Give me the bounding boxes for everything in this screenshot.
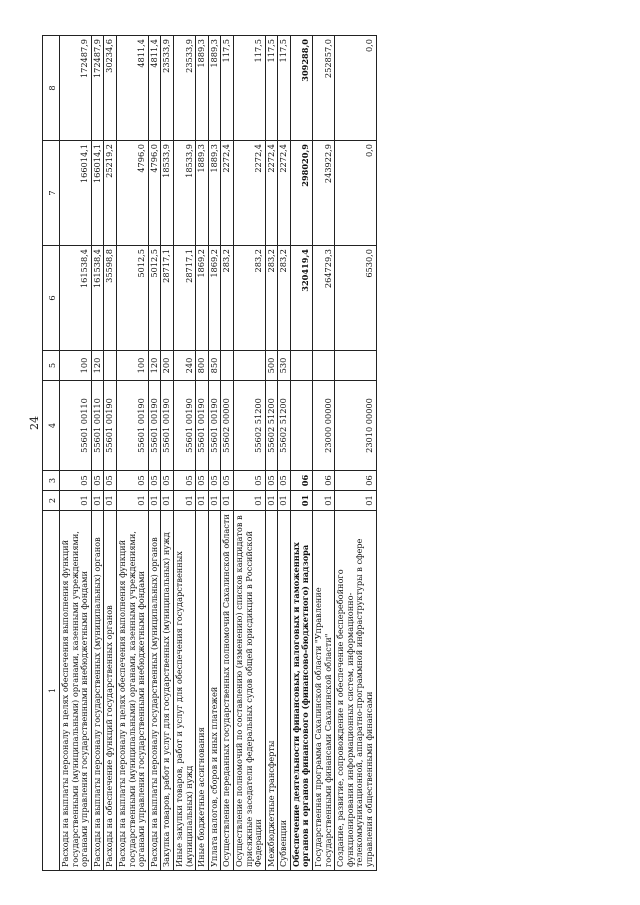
table-row [173,36,195,871]
col-header: 6 [43,246,60,351]
row-value-cell: 55602 51200 [265,381,278,471]
row-value-cell: 2272,4 [221,141,234,246]
row-value-cell: 28717,1 [173,246,195,351]
row-value-cell: 243922,9 [313,141,335,246]
row-name-cell: Осуществление переданных государственных полномочий Сахалинской области [221,511,234,871]
row-value-cell: 05 [233,471,265,491]
row-value-cell: 1889,3 [196,36,209,141]
row-value-cell: 309288,0 [290,36,312,141]
row-value-cell: 01 [91,491,104,511]
row-value-cell: 1869,2 [208,246,221,351]
row-value-cell: 55601 00190 [196,381,209,471]
page-number: 24 [28,416,41,430]
row-value-cell: 283,2 [233,246,265,351]
col-header: 7 [43,141,60,246]
row-value-cell: 55601 00190 [208,381,221,471]
row-name-cell: Расходы на выплаты персоналу в целях обеспечения выполнения функций государственными (муниципальными) органами, казенными учреждениями, органами управления государственными внебюджетными фондами [60,511,92,871]
row-value-cell: 55601 00190 [104,381,117,471]
table-row [196,36,209,871]
row-value-cell: 283,2 [221,246,234,351]
table-row [313,36,335,871]
row-value-cell: 2272,4 [233,141,265,246]
row-value-cell: 05 [104,471,117,491]
row-value-cell: 05 [265,471,278,491]
row-value-cell [221,351,234,381]
row-value-cell: 01 [196,491,209,511]
row-value-cell: 2272,4 [278,141,291,246]
row-value-cell: 240 [173,351,195,381]
table-row [335,36,376,871]
row-value-cell: 1889,3 [196,141,209,246]
row-value-cell: 55602 51200 [233,381,265,471]
row-name-cell: Межбюджетные трансферты [265,511,278,871]
row-value-cell: 01 [148,491,161,511]
row-value-cell: 01 [173,491,195,511]
row-value-cell: 23533,9 [173,36,195,141]
row-name-cell: Расходы на выплаты персоналу государственных (муниципальных) органов [148,511,161,871]
table-body [60,36,377,871]
table-row [208,36,221,871]
table-row [60,36,92,871]
row-value-cell [290,351,312,381]
row-value-cell: 161538,4 [91,246,104,351]
row-value-cell [313,351,335,381]
row-value-cell: 01 [313,491,335,511]
row-value-cell: 800 [196,351,209,381]
row-value-cell: 55601 00110 [91,381,104,471]
row-value-cell: 55601 00190 [116,381,148,471]
row-value-cell: 172487,9 [91,36,104,141]
row-value-cell: 01 [290,491,312,511]
row-value-cell: 05 [221,471,234,491]
table-row [278,36,291,871]
row-value-cell: 23010 00000 [335,381,376,471]
table-row [221,36,234,871]
row-value-cell: 4796,0 [116,141,148,246]
row-value-cell: 06 [290,471,312,491]
row-value-cell: 117,5 [221,36,234,141]
row-value-cell: 05 [91,471,104,491]
row-value-cell: 05 [60,471,92,491]
row-value-cell: 0,0 [335,36,376,141]
row-value-cell: 18533,9 [161,141,174,246]
row-value-cell: 01 [278,491,291,511]
row-value-cell: 100 [116,351,148,381]
table-row [265,36,278,871]
row-name-cell: Иные бюджетные ассигнования [196,511,209,871]
row-value-cell: 161538,4 [60,246,92,351]
row-value-cell: 117,5 [265,36,278,141]
row-name-cell: Государственная программа Сахалинской области "Управление государственными финансами Сахалинской области" [313,511,335,871]
row-value-cell: 200 [161,351,174,381]
row-value-cell: 4796,0 [148,141,161,246]
row-value-cell: 298020,9 [290,141,312,246]
row-value-cell [104,351,117,381]
row-value-cell: 850 [208,351,221,381]
row-value-cell: 28717,1 [161,246,174,351]
row-value-cell: 530 [278,351,291,381]
row-name-cell: Субвенции [278,511,291,871]
row-value-cell: 01 [60,491,92,511]
row-value-cell: 25219,2 [104,141,117,246]
row-value-cell: 05 [278,471,291,491]
col-header: 2 [43,491,60,511]
row-value-cell: 01 [161,491,174,511]
row-value-cell: 2272,4 [265,141,278,246]
row-name-cell: Иные закупки товаров, работ и услуг для обеспечения государственных (муниципальных) нужд [173,511,195,871]
table-row [161,36,174,871]
row-value-cell: 55601 00190 [173,381,195,471]
row-value-cell: 120 [148,351,161,381]
row-name-cell: Закупка товаров, работ и услуг для государственных (муниципальных) нужд [161,511,174,871]
row-value-cell: 35598,8 [104,246,117,351]
row-value-cell: 06 [335,471,376,491]
row-value-cell: 23000 00000 [313,381,335,471]
row-name-cell: Уплата налогов, сборов и иных платежей [208,511,221,871]
row-value-cell: 05 [148,471,161,491]
row-value-cell: 166014,1 [91,141,104,246]
row-value-cell: 05 [161,471,174,491]
row-value-cell: 4811,4 [116,36,148,141]
row-value-cell: 283,2 [265,246,278,351]
row-value-cell: 01 [104,491,117,511]
row-value-cell: 6530,0 [335,246,376,351]
row-name-cell: Расходы на обеспечение функций государственных органов [104,511,117,871]
budget-table [42,35,377,871]
row-value-cell: 166014,1 [60,141,92,246]
row-value-cell: 1889,3 [208,36,221,141]
row-value-cell: 01 [116,491,148,511]
row-name-cell: Обеспечение деятельности финансовых, налоговых и таможенных органов и органов финансового (финансово-бюджетного) надзора [290,511,312,871]
rotated-table-container [42,36,584,871]
row-name-cell: Расходы на выплаты персоналу государственных (муниципальных) органов [91,511,104,871]
row-value-cell: 23533,9 [161,36,174,141]
row-value-cell: 117,5 [233,36,265,141]
row-value-cell: 55601 00110 [60,381,92,471]
col-header: 1 [43,511,60,871]
col-header: 8 [43,36,60,141]
row-value-cell: 01 [208,491,221,511]
table-row [290,36,312,871]
row-value-cell: 01 [221,491,234,511]
row-value-cell: 1889,3 [208,141,221,246]
col-header: 3 [43,471,60,491]
row-value-cell: 117,5 [278,36,291,141]
row-value-cell: 5012,5 [148,246,161,351]
row-value-cell: 06 [313,471,335,491]
row-value-cell: 252857,0 [313,36,335,141]
row-value-cell: 01 [233,491,265,511]
row-name-cell: Осуществление полномочий по составлению (изменению) списков кандидатов в присяжные заседатели федеральных судов общей юрисдикции в Российской Федерации [233,511,265,871]
row-value-cell: 55602 51200 [278,381,291,471]
row-value-cell: 55601 00190 [148,381,161,471]
col-header: 5 [43,351,60,381]
row-value-cell: 05 [173,471,195,491]
table-row [91,36,104,871]
row-value-cell: 264729,3 [313,246,335,351]
row-value-cell [233,351,265,381]
row-value-cell [335,351,376,381]
row-value-cell: 1869,2 [196,246,209,351]
row-value-cell: 500 [265,351,278,381]
table-row [104,36,117,871]
row-value-cell: 283,2 [278,246,291,351]
table-row [116,36,148,871]
table-row [148,36,161,871]
row-value-cell: 05 [208,471,221,491]
header-row [43,36,60,871]
row-value-cell: 172487,9 [60,36,92,141]
table-row [233,36,265,871]
row-value-cell: 01 [265,491,278,511]
row-value-cell: 4811,4 [148,36,161,141]
col-header: 4 [43,381,60,471]
row-value-cell: 5012,5 [116,246,148,351]
row-value-cell: 0,0 [335,141,376,246]
row-value-cell: 55601 00190 [161,381,174,471]
row-value-cell: 30234,6 [104,36,117,141]
row-value-cell: 120 [91,351,104,381]
row-value-cell: 320419,4 [290,246,312,351]
row-value-cell: 18533,9 [173,141,195,246]
row-value-cell: 55602 00000 [221,381,234,471]
row-value-cell: 100 [60,351,92,381]
row-name-cell: Расходы на выплаты персоналу в целях обеспечения выполнения функций государственными (муниципальными) органами, казенными учреждениями, органами управления государственными внебюджетными фондами [116,511,148,871]
row-value-cell: 01 [335,491,376,511]
row-name-cell: Создание, развитие, сопровождение и обеспечение бесперебойного функционирования информационных систем, информационно-телекоммуникационной, аппаратно-программной инфраструктуры в сфере управления общественными финансами [335,511,376,871]
row-value-cell: 05 [116,471,148,491]
row-value-cell [290,381,312,471]
row-value-cell: 05 [196,471,209,491]
